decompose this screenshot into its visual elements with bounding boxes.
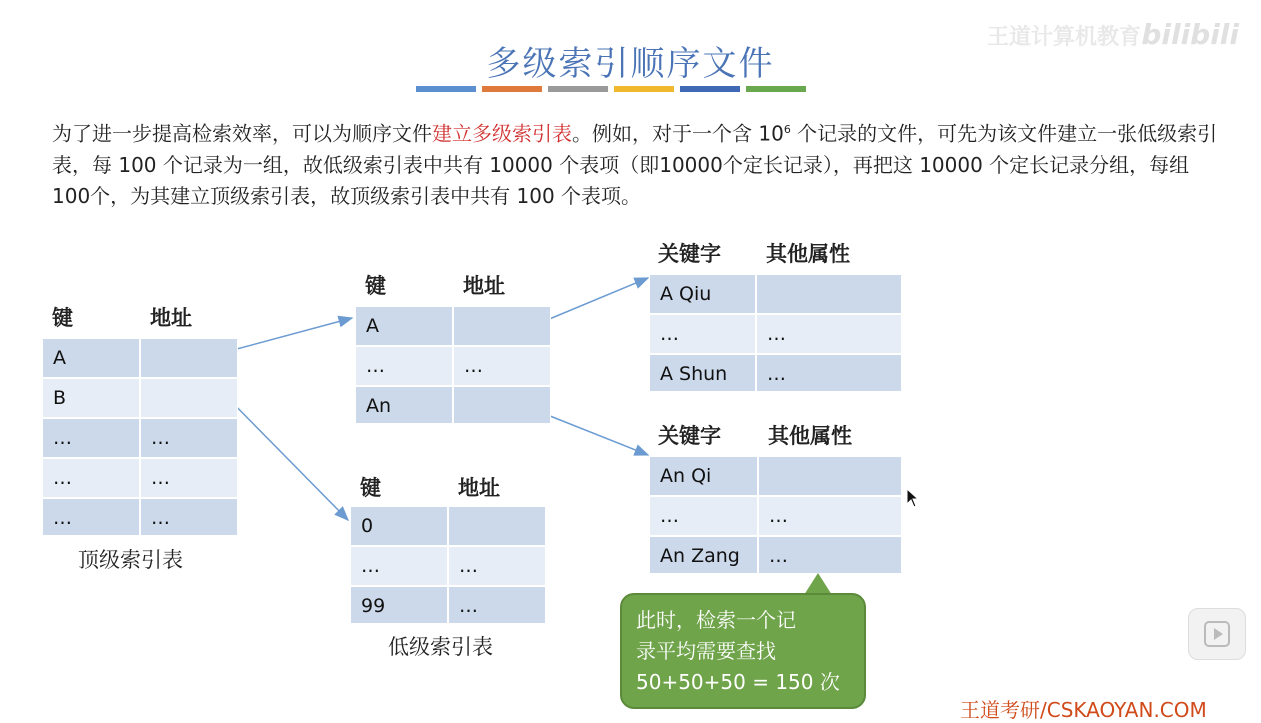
rec2-row-3-attr: …: [758, 536, 902, 574]
rec2-row-1-attr: [758, 456, 902, 496]
top-index-row-1-addr: [140, 338, 238, 378]
rec2-header-key: 关键字: [658, 424, 721, 448]
top-index-header-addr: 地址: [150, 306, 192, 330]
top-index-row-5-addr: …: [140, 498, 238, 536]
low1-row-1-key: A: [355, 306, 453, 346]
low2-row-3-addr: …: [448, 586, 546, 624]
arrow-low1-an-to-rec2: [535, 410, 648, 455]
callout-tail: [804, 573, 832, 595]
top-index-row-2-addr: [140, 378, 238, 418]
low1-row-3-key: An: [355, 386, 453, 424]
low2-header-key: 键: [360, 476, 381, 500]
rec1-row-3-attr: …: [756, 354, 902, 392]
low1-row-2-key: …: [355, 346, 453, 386]
low1-header-key: 键: [365, 274, 386, 298]
rec1-row-2-attr: …: [756, 314, 902, 354]
callout-line-1: 此时，检索一个记: [636, 608, 796, 632]
rec2-row-3-key: An Zang: [649, 536, 758, 574]
para-part-3: 个记录的文件，可先为该文件建立一张低级索引表，每 100 个记录为一组，故低级索引表中共有 10000 个表项（即10000个定长记录），再把这 10000 个定长记录分组，每组100个，为其建立顶级索引表，故顶级索引表中共有 100 个表项。: [52, 121, 1218, 208]
callout-line-2: 录平均需要查找: [636, 639, 776, 663]
low-index-caption: 低级索引表: [388, 635, 493, 659]
rec1-row-1-key: A Qiu: [649, 274, 756, 314]
para-part-2: 。例如，对于一个含 10: [572, 121, 784, 146]
rec2-header-attr: 其他属性: [768, 424, 852, 448]
slide-title: 多级索引顺序文件: [486, 44, 775, 84]
low2-row-1-addr: [448, 506, 546, 546]
bilibili-logo: bilibili: [1141, 18, 1239, 51]
low1-header-addr: 地址: [463, 274, 505, 298]
top-index-row-5-key: …: [42, 498, 140, 536]
top-index-row-3-addr: …: [140, 418, 238, 458]
para-highlight: 建立多级索引表: [432, 121, 572, 146]
rec2-row-1-key: An Qi: [649, 456, 758, 496]
play-button[interactable]: [1188, 608, 1246, 660]
top-index-row-3-key: …: [42, 418, 140, 458]
callout-line-3: 50+50+50 = 150 次: [636, 670, 840, 694]
top-index-row-2-key: B: [42, 378, 140, 418]
callout-bubble: [620, 593, 866, 709]
rec2-row-2-key: …: [649, 496, 758, 536]
rec1-row-1-attr: [756, 274, 902, 314]
low1-row-2-addr: …: [453, 346, 551, 386]
rec1-row-2-key: …: [649, 314, 756, 354]
low2-row-2-addr: …: [448, 546, 546, 586]
low2-row-3-key: 99: [350, 586, 448, 624]
watermark-text: 王道计算机教育: [986, 25, 1141, 50]
top-index-row-4-key: …: [42, 458, 140, 498]
low2-header-addr: 地址: [458, 476, 500, 500]
mouse-cursor-icon: [906, 488, 920, 508]
rec1-row-3-key: A Shun: [649, 354, 756, 392]
para-part-1: 为了进一步提高检索效率，可以为顺序文件: [52, 121, 432, 146]
rec1-header-attr: 其他属性: [766, 242, 850, 266]
rec2-row-2-attr: …: [758, 496, 902, 536]
low2-row-2-key: …: [350, 546, 448, 586]
rec1-header-key: 关键字: [658, 242, 721, 266]
low2-row-1-key: 0: [350, 506, 448, 546]
top-index-header-key: 键: [52, 306, 73, 330]
low1-row-1-addr: [453, 306, 551, 346]
arrow-top-a-to-low1: [222, 318, 352, 353]
low1-row-3-addr: [453, 386, 551, 424]
para-sup: 6: [783, 123, 791, 136]
arrow-top-b-to-low2: [222, 392, 348, 520]
arrow-low1-a-to-rec1: [535, 278, 648, 325]
footer-url: 王道考研/CSKAOYAN.COM: [960, 698, 1207, 722]
play-icon: [1204, 621, 1230, 647]
top-index-row-1-key: A: [42, 338, 140, 378]
top-index-row-4-addr: …: [140, 458, 238, 498]
top-index-caption: 顶级索引表: [78, 548, 183, 572]
